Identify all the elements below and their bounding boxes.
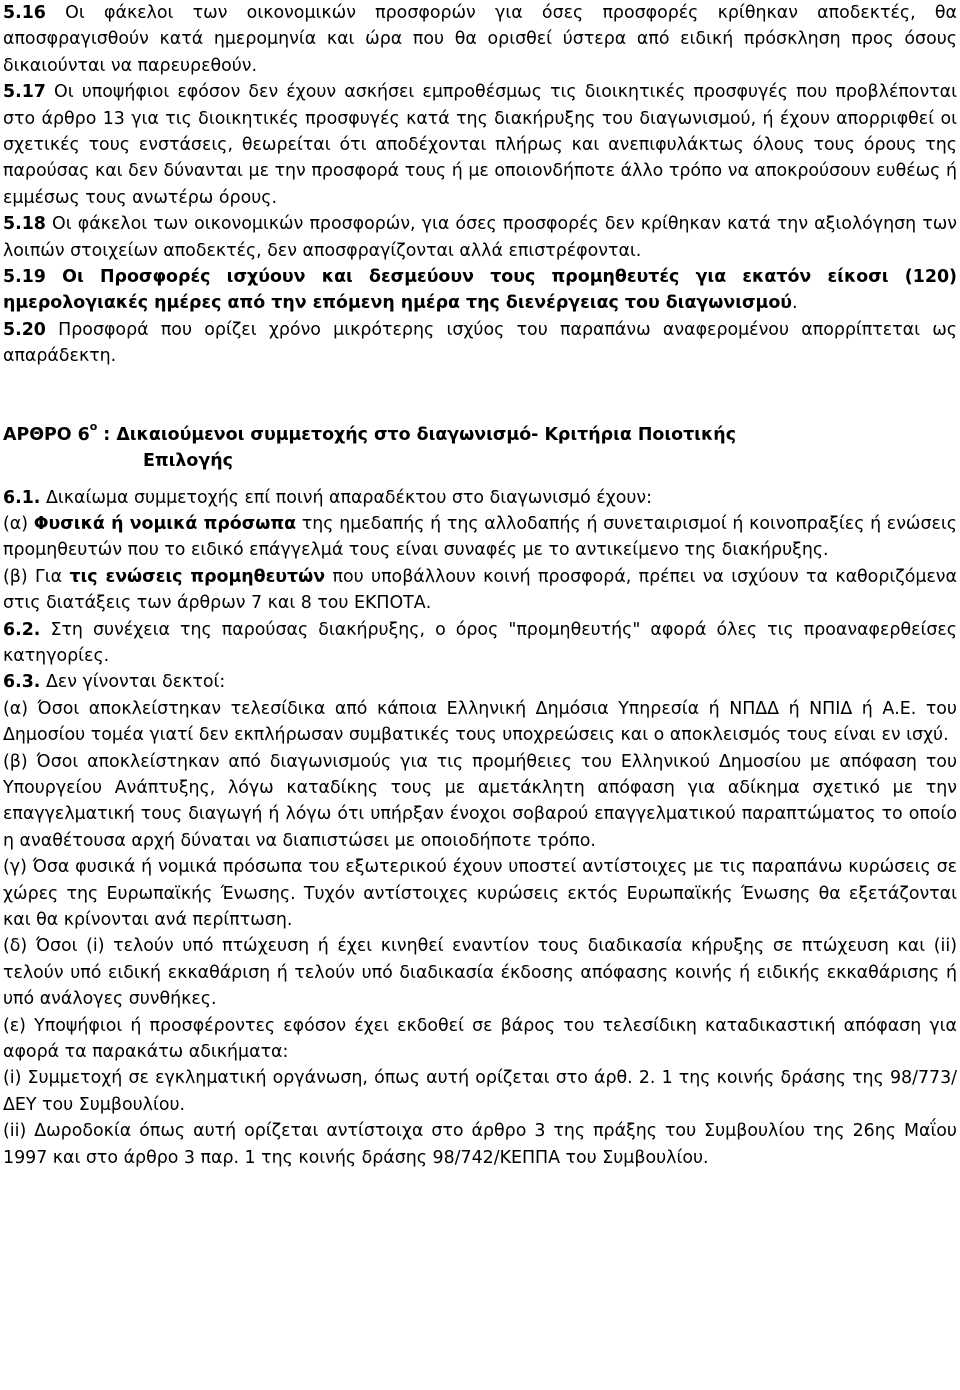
section-number: 6.2. (3, 619, 41, 640)
article-title-line1: : Δικαιούμενοι συμμετοχής στο διαγωνισμό- Κριτήρια Ποιοτικής (97, 424, 736, 445)
section-number: 6.1. (3, 487, 41, 508)
section-5-19 (3, 264, 957, 317)
section-text: Προσφορά που ορίζει χρόνο μικρότερης ισχύος του παραπάνω αναφερομένου απορρίπτεται ως απαράδεκτη. (3, 319, 957, 367)
section-5-20 (3, 317, 957, 370)
item-prefix: (β) Για (3, 566, 70, 587)
section-6-3-a: (α) Όσοι αποκλείστηκαν τελεσίδικα από κάποια Ελληνική Δημόσια Υπηρεσία ή ΝΠΔΔ ή ΝΠΙΔ ή Α.Ε. του Δημοσίου τομέα γιατί δεν εκπλήρωσαν συμβατικές τους υποχρεώσεις και ο αποκλεισμός τους είναι εν ισχύ. (3, 698, 957, 746)
article-sup: ο (89, 419, 98, 433)
section-text: Οι υποψήφιοι εφόσον δεν έχουν ασκήσει εμπροθέσμως τις διοικητικές προσφυγές που προβλέπονται στο άρθρο 13 για τις διοικητικές προσφυγές κατά της διακήρυξης του διαγωνισμού, ή έχουν απορριφθεί οι σχετικές τους ενστάσεις, θεωρείται ότι αποδέχονται πλήρως και ανεπιφυλάκτως όλους τους όρους της παρούσας και δεν δύνανται με την προσφορά τους ή με οποιονδήποτε άλλο τρόπο να αποκρούσουν ευθέως ή εμμέσως τους ανωτέρω όρους. (3, 82, 957, 208)
section-text: Στη συνέχεια της παρούσας διακήρυξης, ο όρος "προμηθευτής" αφορά όλες τις προαναφερθείσες κατηγορίες. (3, 619, 957, 666)
section-6-2 (3, 617, 957, 670)
item-text: που υποβάλλουν κοινή προσφορά, πρέπει να ισχύουν τα καθοριζόμενα στις διατάξεις των άρθρων 7 και 8 του ΕΚΠΟΤΑ. (3, 566, 957, 614)
section-6-3-b: (β) Όσοι αποκλείστηκαν από διαγωνισμούς για τις προμήθειες του Ελληνικού Δημοσίου με απόφαση του Υπουργείου Ανάπτυξης, λόγω καταδίκης τους με αμετάκλητη απόφαση για αδίκημα σχετικό με την επαγγελματική τους διαγωγή ή λόγω ότι υπήρξαν ένοχοι σοβαρού επαγγελματικού παραπτώματος το οποίο η αναθέτουσα αρχή δύναται να διαπιστώσει με οποιοδήποτε τρόπο. (3, 751, 957, 851)
section-6-3-d: (δ) Όσοι (i) τελούν υπό πτώχευση ή έχει κινηθεί εναντίον τους διαδικασία κήρυξης σε πτώχευση και (ii) τελούν υπό ειδική εκκαθάριση ή τελούν υπό διαδικασία έκδοσης απόφασης κοινής ή ειδικής εκκαθάρισης ή υπό ανάλογες συνθήκες. (3, 936, 957, 1010)
item-prefix: (α) (3, 513, 34, 534)
section-number: 5.16 (3, 3, 46, 23)
section-5-18 (3, 211, 957, 264)
section-6-3-c: (γ) Όσα φυσικά ή νομικά πρόσωπα του εξωτερικού έχουν υποστεί αντίστοιχες με τις παραπάνω κυρώσεις σε χώρες της Ευρωπαϊκής Ένωσης. Τυχόν αντίστοιχες κυρώσεις εκτός Ευρωπαϊκής Ένωσης θα εξετάζονται και θα κρίνονται ανά περίπτωση. (3, 857, 957, 930)
section-6-1-a (3, 511, 957, 564)
article-prefix: ΑΡΘΡΟ 6 (3, 424, 90, 445)
section-text-bold: Οι Προσφορές ισχύουν και δεσμεύουν τους προμηθευτές για εκατόν είκοσι (120) ημερολογιακές ημέρες από την επόμενη ημέρα της διενέργειας του διαγωνισμού (3, 267, 957, 314)
section-5-16 (3, 0, 957, 79)
item-bold: τις ενώσεις προμηθευτών (69, 566, 326, 587)
section-text: Δεν γίνονται δεκτοί: (40, 672, 226, 693)
section-text: Δικαίωμα συμμετοχής επί ποινή απαραδέκτου στο διαγωνισμό έχουν: (40, 487, 652, 508)
section-6-1-b (3, 564, 957, 617)
section-number: 5.17 (3, 82, 46, 103)
section-text: Οι φάκελοι των οικονομικών προσφορών για όσες προσφορές κρίθηκαν αποδεκτές, θα αποσφραγισθούν κατά ημερομηνία και ώρα που θα ορισθεί ύστερα από ειδική πρόσκληση προς όσους δικαιούνται να παρευρεθούν. (3, 3, 957, 76)
section-6-3-e: (ε) Υποψήφιοι ή προσφέροντες εφόσον έχει εκδοθεί σε βάρος του τελεσίδικη καταδικαστική απόφαση για αφορά τα παρακάτω αδικήματα: (3, 1015, 957, 1063)
article-title-line2: Επιλογής (143, 451, 233, 472)
section-number: 5.20 (3, 319, 46, 340)
item-bold: Φυσικά ή νομικά πρόσωπα (33, 513, 297, 534)
section-text: Οι φάκελοι των οικονομικών προσφορών, για όσες προσφορές δεν κρίθηκαν κατά την αξιολόγηση των λοιπών στοιχείων αποδεκτές, δεν αποσφραγίζονται αλλά επιστρέφονται. (3, 214, 957, 261)
section-6-3-e-i: (i) Συμμετοχή σε εγκληματική οργάνωση, όπως αυτή ορίζεται στο άρθ. 2. 1 της κοινής δράσης της 98/773/ΔΕΥ του Συμβουλίου. (3, 1068, 957, 1115)
section-number: 6.3. (3, 672, 41, 693)
section-number: 5.19 (3, 267, 46, 288)
section-number: 5.18 (3, 214, 46, 235)
item-text: της ημεδαπής ή της αλλοδαπής ή συνεταιρισμοί ή κοινοπραξίες ή ενώσεις προμηθευτών που το ειδικό επάγγελμά τους είναι συναφές με το αντικείμενο της διακήρυξης. (3, 513, 958, 561)
section-6-3 (3, 669, 957, 695)
section-5-17 (3, 79, 957, 211)
section-6-1 (3, 485, 957, 511)
section-6-3-e-ii: (ii) Δωροδοκία όπως αυτή ορίζεται αντίστοιχα στο άρθρο 3 της πράξης του Συμβουλίου της 26ης Μαΐου 1997 και στο άρθρο 3 παρ. 1 της κοινής δράσης 98/742/ΚΕΠΠΑ του Συμβουλίου. (3, 1121, 957, 1168)
section-text-tail: . (792, 293, 798, 314)
article-6-heading (3, 419, 957, 475)
